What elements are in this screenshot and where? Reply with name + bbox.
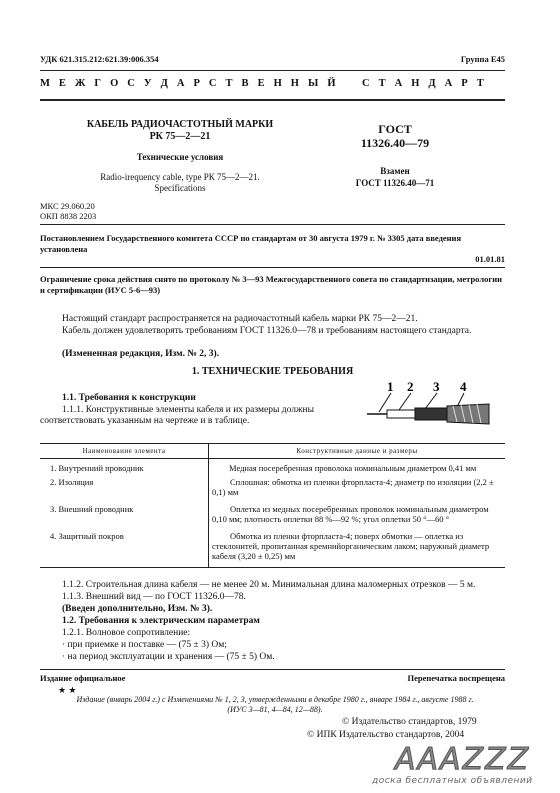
english-title [60,172,300,194]
standard-banner: М Е Ж Г О С У Д А Р С Т В Е Н Н Ы Й С Т А Н Д А Р Т [40,78,487,89]
table-cell-name: 4. Защитный покров [40,526,209,568]
intro-paragraph-1: Настоящий стандарт распространяется на радиочастотный кабель марки РК 75—2—21. [62,314,418,324]
drawing-label-1: 1 [387,380,394,394]
codes-rule [40,224,505,225]
table-row [40,459,505,476]
english-title-line1: Radio-irequency cable, type РК 75—2—21. [100,172,260,182]
watermark-logo: AAAZZZ [395,742,531,777]
intro-amendment: (Измененная редакция, Изм. № 2, 3). [62,349,220,359]
drawing-label-2: 2 [407,380,414,394]
table-row [40,475,505,499]
paragraph-1-1-3-note: (Введен дополнительно, Изм. № 3). [62,604,213,614]
copyright-2004: © ИПК Издательство стандартов, 2004 [307,730,465,740]
group-code: Группа Е45 [460,54,505,64]
subtitle: Технические условия [136,152,224,162]
reprint-notice: Перепечатка воспрещена [407,673,505,683]
table-header-data: Конструктивные данные и размеры [209,444,506,459]
replaces-block [330,165,460,189]
table-row [40,499,505,526]
banner-rule [40,99,505,101]
table-row [40,526,505,568]
drawing-label-3: 3 [433,380,440,394]
paragraph-1-1-3: 1.1.3. Внешний вид — по ГОСТ 11326.0—78. [62,592,246,602]
official-edition-label: Издание официальное [40,673,126,683]
gost-number: 11326.40—79 [360,136,430,150]
table-cell-data: Оплетка из медных посеребренных проволок номинальным диаметром 0,10 мм; плотность оплетки 88 %—92 %; угол оплетки 50 °—60 ° [212,504,489,524]
title-line1: КАБЕЛЬ РАДИОЧАСТОТНЫЙ МАРКИ [86,119,274,130]
decree-rule [40,267,505,268]
table-header-row [40,444,505,459]
classification-codes [40,201,96,221]
paragraph-1-1-2: 1.1.2. Строительная длина кабеля — не менее 20 м. Минимальная длина маломерных отрезков — 5 м. [62,580,476,590]
table-cell-data: Сплошная: обмотка из пленки фторпласта-4; диаметр по изоляции (2,2 ± 0,1) мм [212,477,494,497]
footer-rule [40,669,505,670]
udk-code: УДК 621.315.212:621.39:006.354 [40,54,159,64]
header-rule [40,70,505,71]
table-cell-data: Обмотка из пленки фторпласта-4; поверх обмотки — оплетка из стеклонитей, пропитанная кремнийорганическим лаком; наружный диаметр кабеля (3,20 ± 0,25) мм [209,526,506,568]
paragraph-1-1-1: 1.1.1. Конструктивные элементы кабеля и их размеры должны соответствовать указанным на чертеже и в таблице. [40,405,314,426]
english-title-line2: Specifications [154,183,206,193]
title-block [60,119,300,143]
okp-code: ОКП 8838 2203 [40,211,97,221]
table-cell-name: 1. Внутренний проводник [40,459,209,476]
outer-conductor-shape [415,408,447,420]
cable-drawing [365,380,495,430]
insulation-shape [387,410,415,418]
replaces-value: ГОСТ 11326.40—71 [355,178,435,188]
intro-paragraph-2: Кабель должен удовлетворять требованиям ГОСТ 11326.0—78 и требованиям настоящего стандарта. [62,326,472,336]
watermark-tagline: доска бесплатных объявлений [372,776,533,786]
table-cell-data: Медная посеребренная проволока номинальным диаметром 0,41 мм [229,463,477,473]
leader-line-2 [399,393,411,410]
table-header-element: Наименование элемента [40,444,209,459]
title-line2: РК 75—2—21 [149,131,211,142]
list-item: · на период эксплуатации и хранения — (75 ± 5) Ом. [62,652,275,662]
leader-line-3 [425,393,437,409]
table-cell-name: 3. Внешний проводник [40,499,209,526]
section-1-title: 1. ТЕХНИЧЕСКИЕ ТРЕБОВАНИЯ [191,366,354,377]
copyright-1979: © Издательство стандартов, 1979 [342,717,477,727]
decree-text: Постановлением Государственного комитета СССР по стандартам от 30 августа 1979 г. № 3305 дата введения установлена [40,233,462,254]
paragraph-1-2-1: 1.2.1. Волновое сопротивление: [62,628,191,638]
gost-label: ГОСТ [378,122,412,136]
subsection-1-2: 1.2. Требования к электрическим параметрам [62,616,260,626]
list-item: · при приемке и поставке — (75 ± 3) Ом; [62,640,227,650]
gost-block [330,122,460,150]
mks-code: МКС 29.060.20 [40,201,95,211]
effective-date: 01.01.81 [475,254,505,264]
construction-table [40,443,505,568]
stars-mark: ★ ★ [58,685,77,695]
restriction-note: Ограничение срока действия снято по протоколу № 3—93 Межгосударственного совета по стандартизации, метрологии и сертификации (ИУС 5-6—93) [40,274,502,295]
table-cell-name: 2. Изоляция [40,475,209,499]
edition-note: Издание (январь 2004 г.) с Изменениями № 1, 2, 3, утвержденными в декабре 1980 г., январе 1984 г., августе 1988 г. (ИУС 3—81, 4—84, 12—88). [76,695,474,714]
subsection-1-1: 1.1. Требования к конструкции [62,393,196,403]
leader-line-1 [379,393,391,412]
replaces-label: Взамен [380,166,410,176]
drawing-label-4: 4 [460,380,467,394]
